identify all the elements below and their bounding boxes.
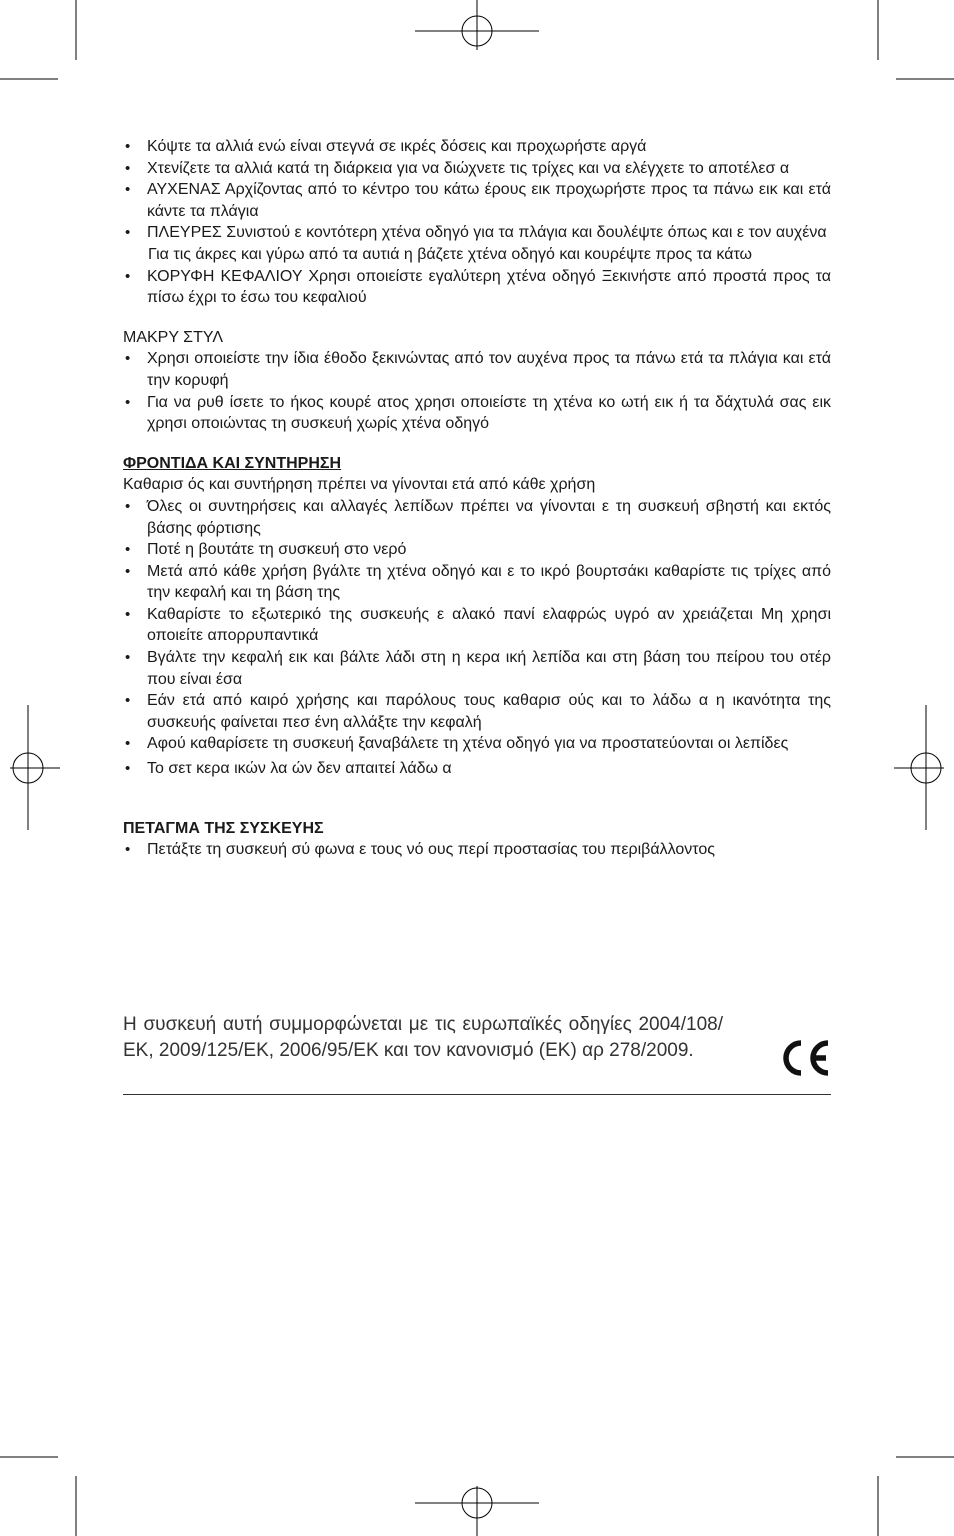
care-heading: ΦΡΟΝΤΙΔΑ ΚΑΙ ΣΥΝΤΗΡΗΣΗ <box>123 454 342 472</box>
list-item: • Μετά από κάθε χρήση βγάλτε τη χτένα οδηγό και ε το ικρό βουρτσάκι καθαρίστε τις τρίχες από την κεφαλή και τη βάση της <box>123 561 831 604</box>
list-item: • Πετάξτε τη συσκευή σύ φωνα ε τους νό ους περί προστασίας του περιβάλλοντος <box>123 839 831 861</box>
care-list <box>123 496 831 780</box>
list-item: • ΚΟΡΥΦΗ ΚΕΦΑΛΙΟΥ Χρησι οποιείστε εγαλύτερη χτένα οδηγό Ξεκινήστε από προστά προς τα πίσω έχρι το έσω του κεφαλιού <box>123 266 831 309</box>
ce-mark-icon <box>779 1038 831 1078</box>
long-style-heading: ΜΑΚΡΥ ΣΤΥΛ <box>123 328 224 346</box>
crown-list <box>123 266 831 309</box>
long-style-list <box>123 348 831 434</box>
list-item: • Βγάλτε την κεφαλή εικ και βάλτε λάδι στη η κερα ική λεπίδα και στη βάση του πείρου του οτέρ που είναι έσα <box>123 647 831 690</box>
manual-content <box>123 136 831 861</box>
sides-note: Για τις άκρες και γύρω από τα αυτιά η βάζετε χτένα οδηγό και κουρέψτε προς τα κάτω <box>148 245 753 263</box>
list-item: • Χρησι οποιείστε την ίδια έθοδο ξεκινώντας από τον αυχένα προς τα πάνω ετά τα πλάγια και ετά την κορυφή <box>123 348 831 391</box>
list-item: • Αφού καθαρίσετε τη συσκευή ξαναβάλετε τη χτένα οδηγό για να προστατεύονται οι λεπίδες <box>123 733 831 755</box>
list-item: • Ποτέ η βουτάτε τη συσκευή στο νερό <box>123 539 831 561</box>
list-item: • ΠΛΕΥΡΕΣ Συνιστού ε κοντότερη χτένα οδηγό για τα πλάγια και δουλέψτε όπως και ε τον αυχένα <box>123 222 831 244</box>
list-item: • Εάν ετά από καιρό χρήσης και παρόλους τους καθαρισ ούς και το λάδω α η ικανότητα της συσκευής φαίνεται πεσ ένη αλλάξτε την κεφαλή <box>123 690 831 733</box>
list-item: • Για να ρυθ ίσετε το ήκος κουρέ ατος χρησι οποιείστε τη χτένα κο ωτή εικ ή τα δάχτυλά σας εικ χρησι οποιώντας τη συσκευή χωρίς χτένα οδηγό <box>123 392 831 435</box>
disposal-list <box>123 839 831 861</box>
care-intro: Καθαρισ ός και συντήρηση πρέπει να γίνονται ετά από κάθε χρήση <box>123 476 596 494</box>
hair-cutting-list <box>123 136 831 244</box>
list-item: • Καθαρίστε το εξωτερικό της συσκευής ε αλακό πανί ελαφρώς υγρό αν χρειάζεται Μη χρησι οποιείτε απορρυπαντικά <box>123 604 831 647</box>
list-item: • Χτενίζετε τα αλλιά κατά τη διάρκεια για να διώχνετε τις τρίχες και να ελέγχετε το αποτέλεσ α <box>123 158 831 180</box>
disposal-heading: ΠΕΤΑΓΜΑ ΤΗΣ ΣΥΣΚΕΥΗΣ <box>123 819 324 837</box>
list-item: • Το σετ κερα ικών λα ών δεν απαιτεί λάδω α <box>123 758 831 780</box>
list-item: • Κόψτε τα αλλιά ενώ είναι στεγνά σε ικρές δόσεις και προχωρήστε αργά <box>123 136 831 158</box>
compliance-text: Η συσκευή αυτή συμμορφώνεται με τις ευρωπαϊκές οδηγίες 2004/108/ΕΚ, 2009/125/ΕΚ, 2006/95/ΕΚ και τον κανονισμό (ΕΚ) αρ 278/2009. <box>123 1014 723 1061</box>
list-item: • Όλες οι συντηρήσεις και αλλαγές λεπίδων πρέπει να γίνονται ε τη συσκευή σβηστή και εκτός βάσης φόρτισης <box>123 496 831 539</box>
list-item: • ΑΥΧΕΝΑΣ Αρχίζοντας από το κέντρο του κάτω έρους εικ προχωρήστε προς τα πάνω εικ και ετά κάντε τα πλάγια <box>123 179 831 222</box>
compliance-block <box>123 1012 831 1095</box>
